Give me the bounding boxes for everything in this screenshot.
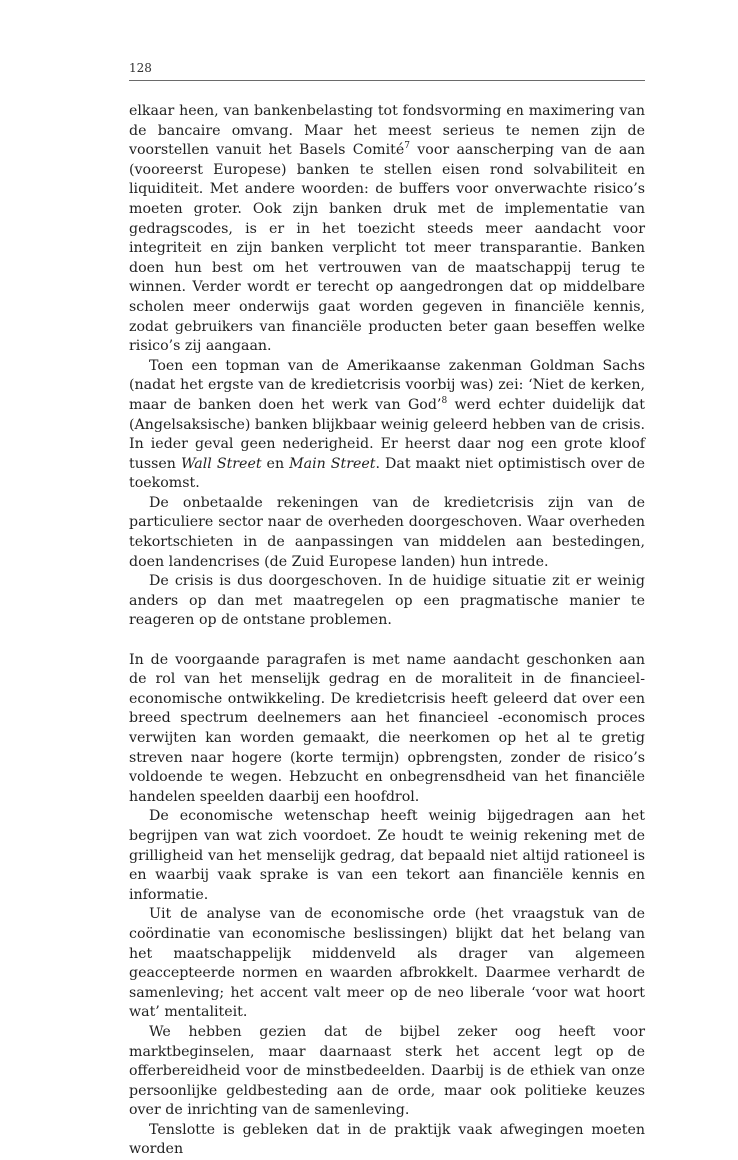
paragraph-6: De economische wetenschap heeft weinig bijgedragen aan het begrijpen van wat zich voordoet. Ze houdt te weinig rekening met de grilligheid van het menselijk gedrag, dat bepaald niet altijd rationeel is en waarbij vaak sprake is van een tekort aan financiële kennis en informatie. — [129, 808, 645, 903]
main-street-term: Main Street — [289, 455, 376, 472]
paragraph-8: We hebben gezien dat de bijbel zeker oog heeft voor marktbeginselen, maar daarnaast sterk het accent legt op de offerbereidheid voor de minstbedeelden. Daarbij is de ethiek van onze persoonlijke geldbesteding aan de orde, maar ook politieke keuzes over de inrichting van de samenleving. — [129, 1023, 645, 1119]
body-text — [129, 102, 645, 1160]
footnote-ref-7[interactable]: 7 — [404, 141, 410, 152]
paragraph-3: De onbetaalde rekeningen van de kredietcrisis zijn van de particuliere sector naar de overheden doorgeschoven. Waar overheden tekortschieten in de aanpassingen van middelen aan bestedingen, doen landencrises (de Zuid Europese landen) hun intrede. — [129, 494, 645, 570]
paragraph-7: Uit de analyse van de economische orde (het vraagstuk van de coördinatie van economische beslissingen) blijkt dat het belang van het maatschappelijk middenveld als drager van algemeen geaccepteerde normen en waarden afbrokkelt. Daarmee verhardt de samenleving; het accent valt meer op de neo liberale ‘voor wat hoort wat’ mentaliteit. — [129, 906, 645, 1021]
paragraph-1 — [129, 102, 645, 357]
paragraph-2-text-a: Toen een topman van de Amerikaanse zakenman Goldman Sachs (nadat het ergste van de kredietcrisis voorbij was) zei: ‘Niet de kerken, maar de banken doen het werk van God’ — [129, 357, 645, 413]
paragraph-9: Tenslotte is gebleken dat in de praktijk vaak afwegingen moeten worden — [129, 1121, 645, 1158]
paragraph-2-text-d: . Dat maakt niet optimistisch over de toekomst. — [129, 455, 645, 492]
paragraph-1-text-b: voor aanscherping van de aan (vooreerst Europese) banken te stellen eisen rond solvabiliteit en liquiditeit. Met andere woorden: de buffers voor onverwachte risico’s moeten groter. Ook zijn banken druk met de implementatie van gedragscodes, is er in het toezicht steeds meer aandacht voor integriteit en zijn banken verplicht tot meer transparantie. Banken doen hun best om het vertrouwen van de maatschappij terug te winnen. Verder wordt er terecht op aangedrongen dat op middelbare scholen meer onderwijs gaat worden gegeven in financiële kennis, zodat gebruikers van financiële producten beter gaan beseffen welke risico’s zij aangaan. — [129, 142, 645, 355]
page-number: 128 — [129, 61, 152, 75]
footnote-ref-8[interactable]: 8 — [441, 395, 448, 406]
wall-street-term: Wall Street — [180, 455, 262, 472]
header-rule — [129, 80, 645, 81]
paragraph-2-text-c: en — [261, 455, 290, 472]
paragraph-4: De crisis is dus doorgeschoven. In de huidige situatie zit er weinig anders op dan met maatregelen op een pragmatische manier te reageren op de ontstane problemen. — [129, 573, 645, 629]
paragraph-5: In de voorgaande paragrafen is met name aandacht geschonken aan de rol van het menselijk gedrag en de moraliteit in de financieel-economische ontwikkeling. De kredietcrisis heeft geleerd dat over een breed spectrum deelnemers aan het financieel -economisch proces verwijten kan worden gemaakt, die neerkomen op het al te gretig streven naar hogere (korte termijn) opbrengsten, zonder de risico’s voldoende te wegen. Hebzucht en onbegrensdheid van het financiële handelen speelden daarbij een hoofdrol. — [129, 651, 645, 805]
paragraph-2-text-b: werd echter duidelijk dat (Angelsaksische) banken blijkbaar weinig geleerd hebben van de crisis. In ieder geval geen nederigheid. Er heerst daar nog een grote kloof tussen — [129, 396, 645, 472]
paragraph-2 — [129, 357, 645, 494]
paragraph-1-text-a: elkaar heen, van bankenbelasting tot fondsvorming en maximering van de bancaire omvang. Maar het meest serieus te nemen zijn de voorstellen vanuit het Basels Comité — [129, 103, 645, 159]
